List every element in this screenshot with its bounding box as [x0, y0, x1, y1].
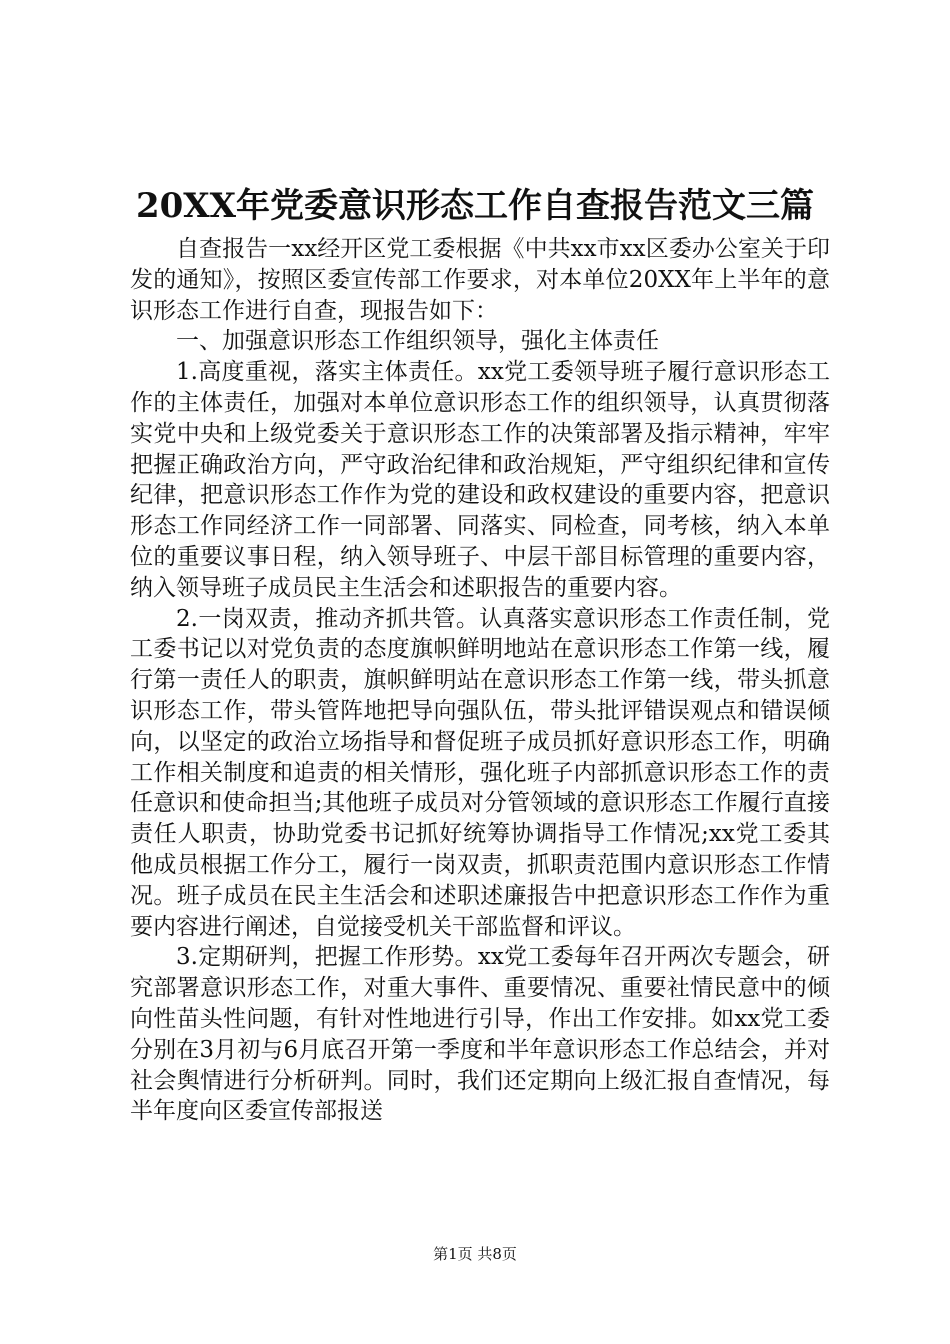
paragraph-item-2: 2.一岗双责，推动齐抓共管。认真落实意识形态工作责任制，党工委书记以对党负责的态度旗帜鲜明地站在意识形态工作第一线，履行第一责任人的职责，旗帜鲜明站在意识形态工作第一线，带头抓意识形态工作，带头管阵地把导向强队伍，带头批评错误观点和错误倾向，以坚定的政治立场指导和督促班子成员抓好意识形态工作，明确工作相关制度和追责的相关情形，强化班子内部抓意识形态工作的责任意识和使命担当;其他班子成员对分管领域的意识形态工作履行直接责任人职责，协助党委书记抓好统筹协调指导工作情况;xx党工委其他成员根据工作分工，履行一岗双责，抓职责范围内意识形态工作情况。班子成员在民主生活会和述职述廉报告中把意识形态工作作为重要内容进行阐述，自觉接受机关干部监督和评议。 — [130, 605, 830, 940]
page-footer: 第1页 共8页 — [433, 1245, 517, 1263]
paragraph-item-1: 1.高度重视，落实主体责任。xx党工委领导班子履行意识形态工作的主体责任，加强对本单位意识形态工作的组织领导，认真贯彻落实党中央和上级党委关于意识形态工作的决策部署及指示精神，牢牢把握正确政治方向，严守政治纪律和政治规矩，严守组织纪律和宣传纪律，把意识形态工作作为党的建设和政权建设的重要内容，把意识形态工作同经济工作一同部署、同落实、同检查，同考核，纳入本单位的重要议事日程，纳入领导班子、中层干部目标管理的重要内容，纳入领导班子成员民主生活会和述职报告的重要内容。 — [130, 359, 830, 601]
section-heading-1: 一、加强意识形态工作组织领导，强化主体责任 — [176, 328, 659, 355]
document-title: 20XX年党委意识形态工作自查报告范文三篇 — [135, 186, 815, 226]
document-body — [130, 234, 830, 1127]
paragraph-intro: 自查报告一xx经开区党工委根据《中共xx市xx区委办公室关于印发的通知》，按照区委宣传部工作要求，对本单位20XX年上半年的意识形态工作进行自查，现报告如下： — [130, 236, 830, 324]
paragraph-item-3: 3.定期研判，把握工作形势。xx党工委每年召开两次专题会，研究部署意识形态工作，对重大事件、重要情况、重要社情民意中的倾向性苗头性问题，有针对性地进行引导，作出工作安排。如xx党工委分别在3月初与6月底召开第一季度和半年意识形态工作总结会，并对社会舆情进行分析研判。同时，我们还定期向上级汇报自查情况，每半年度向区委宣传部报送 — [130, 944, 830, 1125]
